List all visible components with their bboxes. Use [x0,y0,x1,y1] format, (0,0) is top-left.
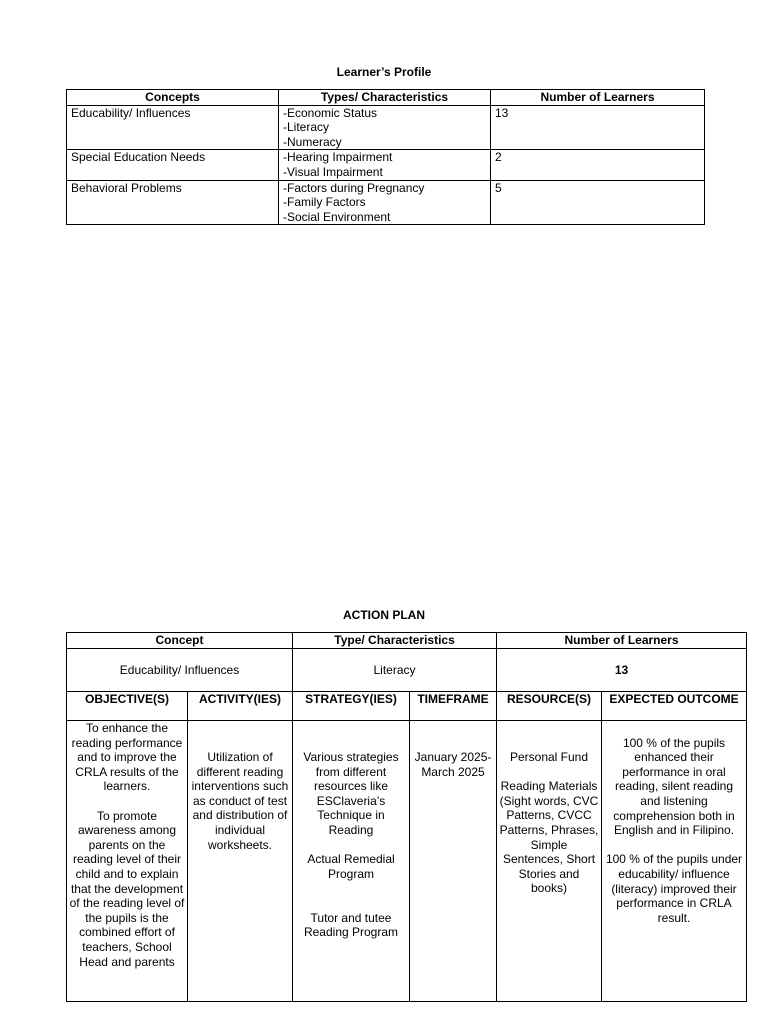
header-resources: RESOURCE(S) [497,692,602,721]
plan-value-row [67,649,747,692]
types-cell [279,105,491,150]
resource-text: Personal Fund [509,750,589,764]
header-concepts: Concepts [67,90,279,106]
activity-text: Utilization of different reading interventions such as conduct of test and distribution of individual worksheets. [191,750,289,852]
plan-title: ACTION PLAN [343,608,425,622]
table-row [67,150,705,180]
plan-column-header-row [67,692,747,721]
objective-text: To enhance the reading performance and to improve the CRLA results of the learners. [71,721,183,794]
outcome-cell [602,721,747,1002]
type-item: -Social Environment [283,209,391,224]
activities-cell [188,721,293,1002]
type-item: -Factors during Pregnancy [283,180,425,195]
count-cell: 2 [491,150,705,180]
objective-text: To promote awareness among parents on the reading level of their child and to explain that the development of the reading level of the pupils is the combined effort of teachers, School Head and parents [69,808,185,969]
header-concept: Concept [67,633,293,649]
types-cell [279,180,491,225]
table-row [67,105,705,150]
type-item: -Literacy [283,120,330,135]
outcome-text: 100 % of the pupils enhanced their performance in oral reading, silent reading and listening comprehension both in English and in Filipino. [613,735,735,838]
header-timeframe: TIMEFRAME [410,692,497,721]
header-strategies: STRATEGY(IES) [293,692,410,721]
types-cell [279,150,491,180]
strategies-cell [293,721,410,1002]
header-activities: ACTIVITY(IES) [188,692,293,721]
type-item: -Hearing Impairment [283,150,393,165]
header-types: Types/ Characteristics [279,90,491,106]
count-cell: 5 [491,180,705,225]
learners-profile-table [66,89,705,225]
resources-cell [497,721,602,1002]
concept-value: Educability/ Influences [67,649,293,692]
action-plan-table [66,632,747,1002]
resource-text: Reading Materials (Sight words, CVC Patterns, CVCC Patterns, Phrases, Simple Sentences, Short Stories and books) [499,779,599,896]
header-number: Number of Learners [491,90,705,106]
type-item: -Economic Status [283,105,378,120]
header-number: Number of Learners [497,633,747,649]
header-type: Type/ Characteristics [293,633,497,649]
header-expected-outcome: EXPECTED OUTCOME [602,692,747,721]
number-value: 13 [497,649,747,692]
objectives-cell [67,721,188,1002]
plan-header-row [67,633,747,649]
type-item: -Family Factors [283,195,366,210]
table-header-row [67,90,705,106]
table-row [67,180,705,225]
strategy-text: Various strategies from different resources like ESClaveria’s Technique in Reading [303,750,399,837]
concept-cell: Educability/ Influences [67,105,279,150]
plan-body-row [67,721,747,1002]
header-objectives: OBJECTIVE(S) [67,692,188,721]
concept-cell: Special Education Needs [67,150,279,180]
type-value: Literacy [293,649,497,692]
count-cell: 13 [491,105,705,150]
outcome-text: 100 % of the pupils under educability/ influence (literacy) improved their performance in CRLA result. [605,852,743,925]
timeframe-text: January 2025- March 2025 [414,750,492,779]
strategy-text: Tutor and tutee Reading Program [303,910,399,940]
profile-title: Learner’s Profile [336,65,432,79]
strategy-text: Actual Remedial Program [307,852,395,881]
timeframe-cell [410,721,497,1002]
concept-cell: Behavioral Problems [67,180,279,225]
type-item: -Numeracy [283,134,342,149]
type-item: -Visual Impairment [283,164,383,179]
